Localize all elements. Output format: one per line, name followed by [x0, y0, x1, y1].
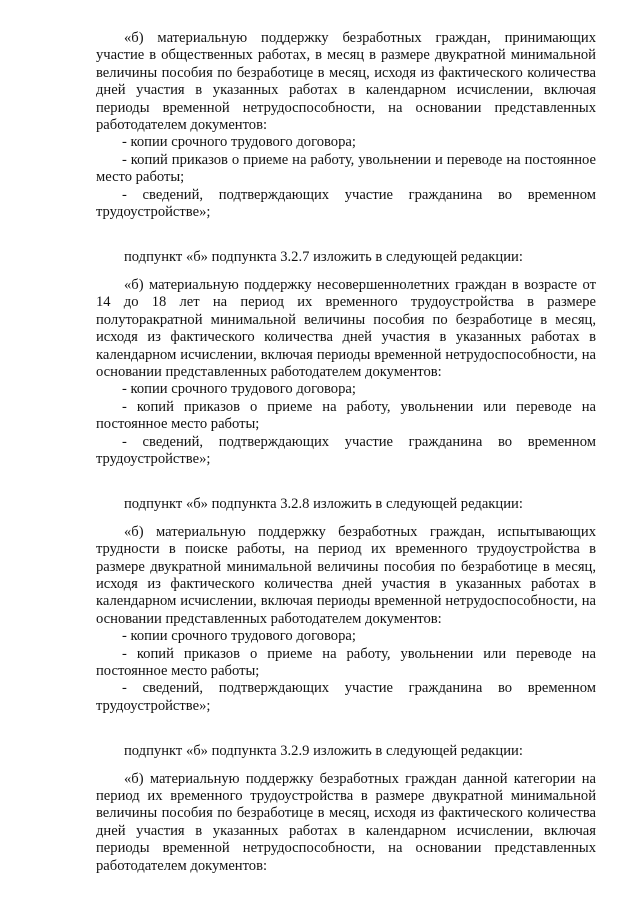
section-4 [96, 771, 596, 875]
list-item: - копии срочного трудового договора; [122, 628, 356, 645]
list-item: - сведений, подтверждающих участие гражданина во временном трудоустройстве»; [96, 186, 596, 221]
section-1 [96, 30, 596, 221]
section-2 [96, 277, 596, 468]
list-item: - копии срочного трудового договора; [122, 381, 356, 398]
paragraph-intro: «б) материальную поддержку безработных граждан данной категории на период их временного трудоустройства в размере двукратной минимальной величины пособия по безработице в месяц, исходя из фактического количества дней участия в указанных работах в календарном исчислении, включая периоды временной нетрудоспособности, на основании представленных работодателем документов: [96, 770, 596, 874]
paragraph-intro: «б) материальную поддержку безработных граждан, испытывающих трудности в поиске работы, на период их временного трудоустройства в размере двукратной минимальной величины пособия по безработице в месяц, исходя из фактического количества дней участия в указанных работах в календарном исчислении, включая периоды временной нетрудоспособности, на основании представленных работодателем документов: [96, 523, 596, 627]
list-item: - копий приказов о приеме на работу, увольнении и переводе на постоянное место работы; [96, 151, 596, 186]
list-item: - копий приказов о приеме на работу, увольнении или переводе на постоянное место работы; [96, 645, 596, 679]
paragraph-intro: «б) материальную поддержку безработных граждан, принимающих участие в общественных работах, в месяц в размере двукратной минимальной величины пособия по безработице в месяц, исходя из фактического количества дней участия в указанных работах в календарном исчислении, включая периоды временной нетрудоспособности, на основании представленных работодателем документов: [96, 30, 596, 134]
list-item: - копий приказов о приеме на работу, увольнении или переводе на постоянное место работы; [96, 398, 596, 433]
list-item: - сведений, подтверждающих участие гражданина во временном трудоустройстве»; [96, 433, 596, 467]
list-item: - копии срочного трудового договора; [122, 134, 356, 151]
list-item: - сведений, подтверждающих участие гражданина во временном трудоустройстве»; [96, 680, 596, 714]
amendment-instruction: подпункт «б» подпункта 3.2.7 изложить в следующей редакции: [124, 249, 523, 266]
paragraph-intro: «б) материальную поддержку несовершеннолетних граждан в возрасте от 14 до 18 лет на период их временного трудоустройства в размере полуторакратной минимальной величины пособия по безработице в месяц, исходя из фактического количества дней участия в указанных работах в календарном исчислении, включая периоды временной нетрудоспособности, на основании представленных работодателем документов: [96, 276, 596, 380]
section-3 [96, 524, 596, 715]
amendment-instruction: подпункт «б» подпункта 3.2.9 изложить в следующей редакции: [124, 743, 523, 760]
amendment-instruction: подпункт «б» подпункта 3.2.8 изложить в следующей редакции: [124, 496, 523, 513]
